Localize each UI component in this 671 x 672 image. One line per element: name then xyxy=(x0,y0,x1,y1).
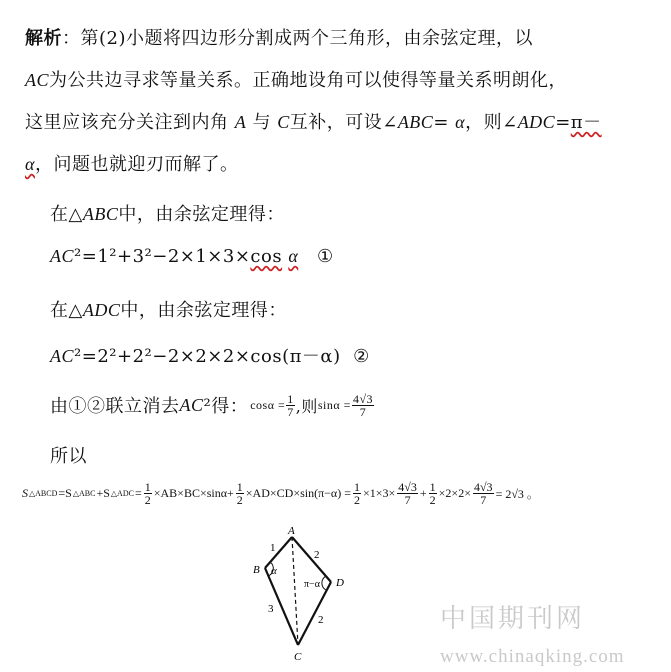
vertex-d: D xyxy=(336,577,344,589)
analysis-line-2: AC为公共边寻求等量关系。正确地设角可以使得等量关系明朗化， xyxy=(25,70,568,91)
edge-bc-label: 3 xyxy=(268,603,274,615)
triangle-abc-intro: 在△ABC中，由余弦定理得： xyxy=(50,204,285,225)
angle-b-label: α xyxy=(271,565,277,577)
equation-1: AC²=1²+3²−2×1×3×cos α ① xyxy=(50,246,334,267)
equation-1-number: ① xyxy=(316,246,334,267)
angle-arc-d xyxy=(322,576,326,590)
edge-dc-label: 2 xyxy=(318,614,324,626)
therefore-line: 所以 xyxy=(50,446,87,467)
edge-ad-label: 2 xyxy=(314,549,320,561)
vertex-b: B xyxy=(253,564,260,576)
watermark-chinese: 中国期刊网 xyxy=(440,604,586,633)
edge-ab-label: 1 xyxy=(270,542,276,554)
area-formula: S △ABCD =S △ABC +S △ADC = $\frac{1}{2}$ ×AB×BC×sinα+ $\frac{1}{2}$ ×AD×CD×sin(π−α) = $\frac{1}{2}$ ×1×3× $\frac{4√3}{7}$ + $\frac{1}{2}$ ×2×2× $\frac{4√3}{7}$ = 2√3 。 xyxy=(22,480,539,507)
analysis-line-4: α，问题也就迎刃而解了。 xyxy=(25,154,239,175)
eliminate-line: 由①②联立消去 AC ²得： cosα = $\frac{1}{7}$ ,则 sinα = $\frac{4√3}{7}$ xyxy=(50,391,374,419)
quadrilateral-figure xyxy=(245,525,365,665)
vertex-a: A xyxy=(288,525,295,537)
vertex-c: C xyxy=(294,651,302,663)
equation-2: AC²=2²+2²−2×2×2×cos(π－α) ② xyxy=(50,346,370,367)
watermark-url: www.chinaqking.com xyxy=(440,646,625,667)
analysis-label: 解析 xyxy=(25,28,62,49)
cos-fraction: $\frac{1}{7}$ xyxy=(287,391,294,419)
diagonal-ac xyxy=(292,537,298,645)
equation-2-number: ② xyxy=(353,346,370,367)
sin-fraction: $\frac{4√3}{7}$ xyxy=(352,391,374,419)
angle-d-label: π−α xyxy=(304,579,320,590)
analysis-line-3: 这里应该充分关注到内角 A 与 C互补，可设∠ABC= α，则∠ADC=π－ xyxy=(25,112,602,133)
analysis-line-1: 解析：第(2)小题将四边形分割成两个三角形，由余弦定理，以 xyxy=(25,28,533,49)
triangle-adc-intro: 在△ADC中，由余弦定理得： xyxy=(50,300,287,321)
